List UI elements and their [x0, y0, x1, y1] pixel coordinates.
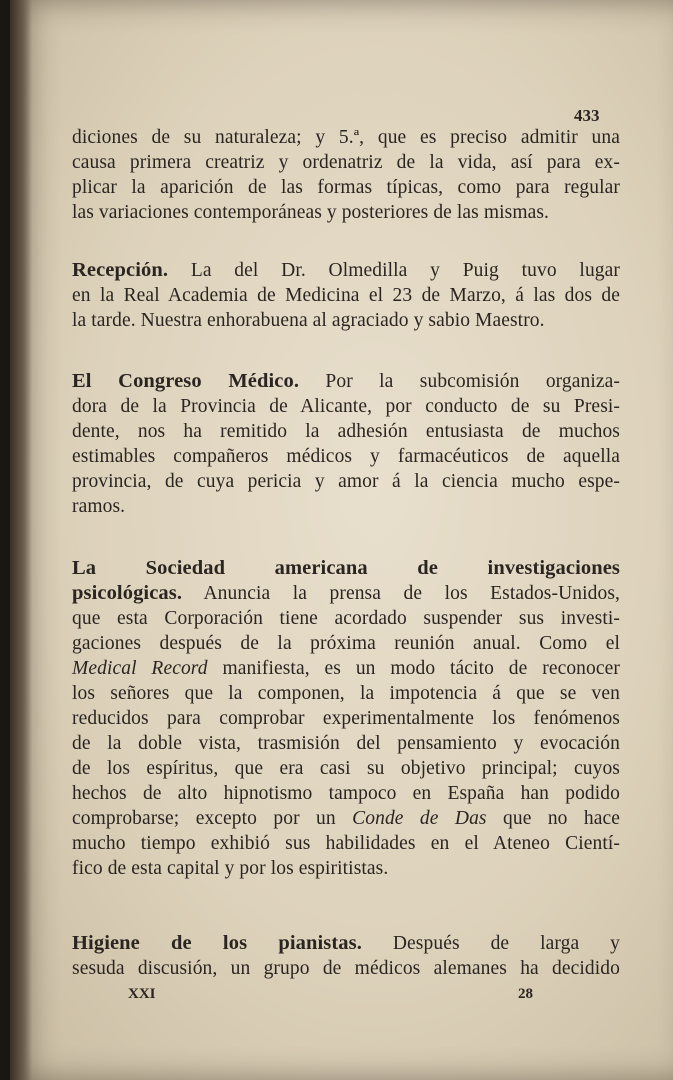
- text-line: sesuda discusión, un grupo de médicos alemanes ha decidido: [72, 958, 620, 979]
- text-line: de los espíritus, que era casi su objetivo principal; cuyos: [72, 758, 620, 779]
- text-line: que esta Corporación tiene acordado suspender sus investi-: [72, 608, 620, 629]
- text-run: Después de larga y: [392, 933, 620, 954]
- text-run: La del Dr. Olmedilla y Puig tuvo lugar: [190, 260, 620, 281]
- paragraph-congreso: [72, 369, 620, 519]
- text-line: [72, 806, 620, 831]
- text-line: causa primera creatriz y ordenatriz de la vida, así para ex-: [72, 152, 620, 173]
- text-line: en la Real Academia de Medicina el 23 de Marzo, á las dos de: [72, 285, 620, 306]
- text-run: Por la subcomisión organiza-: [325, 371, 620, 392]
- section-heading-cont: psicológicas.: [72, 582, 183, 604]
- text-line: de la doble vista, trasmisión del pensamiento y evocación: [72, 733, 620, 754]
- book-page: [10, 0, 673, 1080]
- text-line: fico de esta capital y por los espiritistas.: [72, 858, 389, 879]
- text-line: la tarde. Nuestra enhorabuena al agraciado y sabio Maestro.: [72, 310, 545, 331]
- text-line: gaciones después de la próxima reunión anual. Como el: [72, 633, 620, 654]
- text-line: diciones de su naturaleza; y 5.ª, que es preciso admitir una: [72, 127, 620, 148]
- paragraph-sociedad-americana: [72, 556, 620, 881]
- text-line: dora de la Provincia de Alicante, por conducto de su Presi-: [72, 396, 620, 417]
- text-line: los señores que la componen, la impotencia á que se ven: [72, 683, 620, 704]
- text-run: Anuncia la prensa de los Estados-Unidos,: [203, 583, 620, 604]
- text-run: que no hace: [503, 808, 621, 829]
- signature-mark: XXI: [128, 986, 156, 1002]
- text-line: las variaciones contemporáneas y posteriores de las mismas.: [72, 202, 550, 223]
- text-run: comprobarse; excepto por un: [72, 808, 336, 829]
- section-heading: El Congreso Médico.: [72, 370, 300, 392]
- section-heading: Recepción.: [72, 259, 169, 281]
- text-line: estimables compañeros médicos y farmacéuticos de aquella: [72, 446, 620, 467]
- text-line: mucho tiempo exhibió sus habilidades en el Ateneo Cientí-: [72, 833, 620, 854]
- text-line: dente, nos ha remitido la adhesión entusiasta de muchos: [72, 421, 620, 442]
- text-line: [72, 656, 620, 681]
- text-line: ramos.: [72, 496, 126, 517]
- italic-name: Conde de Das: [352, 808, 487, 829]
- text-run: manifiesta, es un modo tácito de reconocer: [222, 658, 620, 679]
- page-number: 433: [574, 106, 600, 125]
- book-spine-shadow: [10, 0, 32, 1080]
- text-line: [72, 581, 620, 606]
- paragraph-recepcion: [72, 258, 620, 333]
- text-line: [72, 556, 620, 581]
- text-line: [72, 369, 620, 394]
- paragraph-higiene: [72, 931, 620, 981]
- text-line: [72, 931, 620, 956]
- text-line: reducidos para comprobar experimentalmente los fenómenos: [72, 708, 620, 729]
- paragraph-continuation: [72, 125, 620, 225]
- section-heading: La Sociedad americana de investigaciones: [72, 557, 620, 579]
- fold-number: 28: [518, 986, 533, 1002]
- text-line: plicar la aparición de las formas típicas, como para regular: [72, 177, 620, 198]
- text-line: [72, 258, 620, 283]
- text-line: hechos de alto hipnotismo tampoco en España han podido: [72, 783, 620, 804]
- journal-title: Medical Record: [72, 658, 208, 679]
- text-line: provincia, de cuya pericia y amor á la ciencia mucho espe-: [72, 471, 620, 492]
- section-heading: Higiene de los pianistas.: [72, 932, 362, 954]
